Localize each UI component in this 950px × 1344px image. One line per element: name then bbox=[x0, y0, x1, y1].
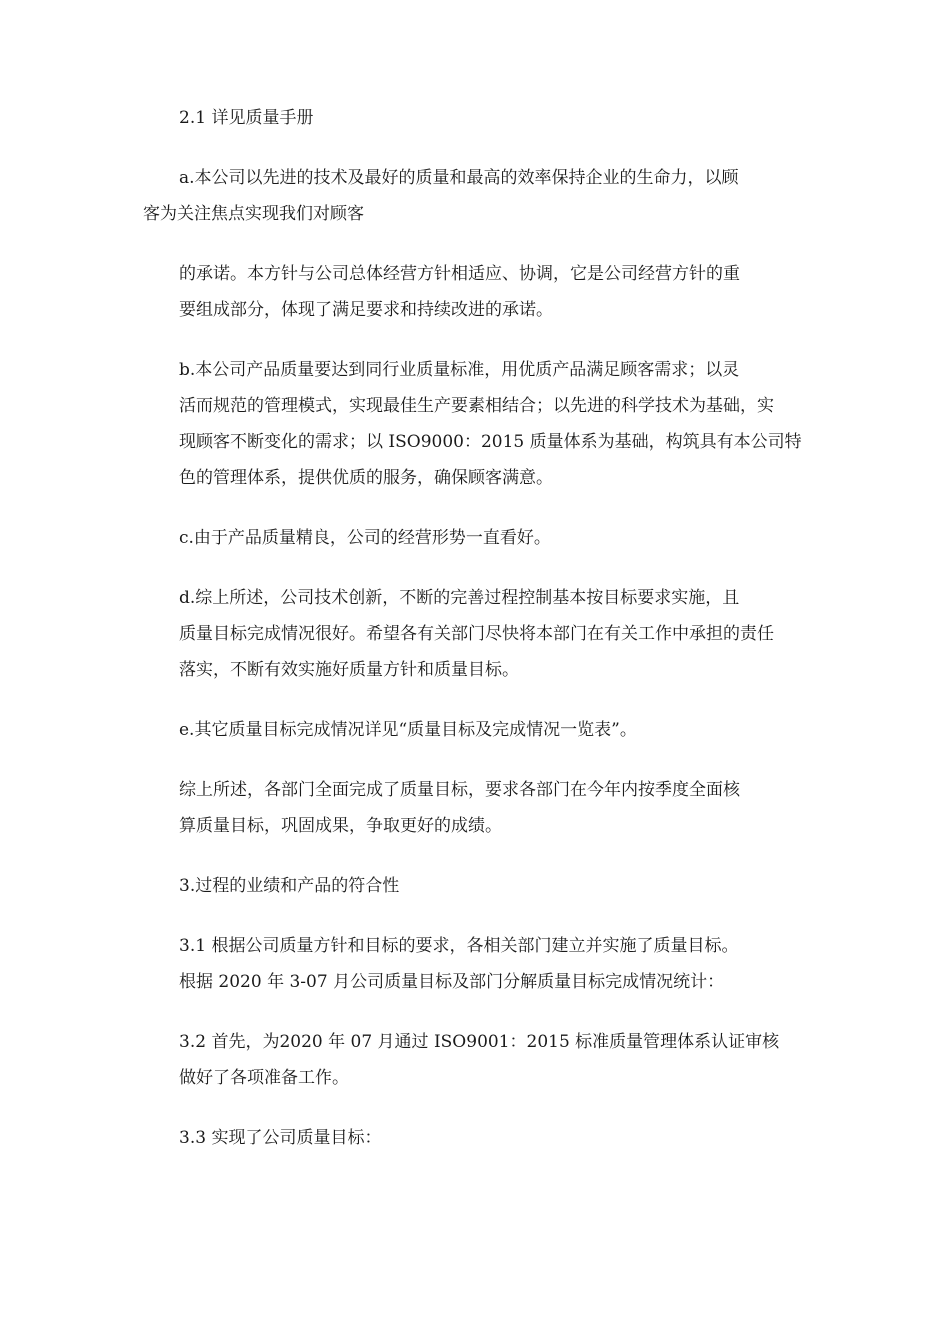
paragraph-b bbox=[143, 352, 811, 496]
paragraph-e bbox=[143, 712, 811, 748]
section-heading-3 bbox=[143, 868, 811, 904]
text-line: 3.3 实现了公司质量目标： bbox=[179, 1128, 382, 1148]
paragraph-3-2 bbox=[143, 1024, 811, 1096]
paragraph-2-1 bbox=[143, 100, 811, 136]
text-line: 2.1 详见质量手册 bbox=[179, 108, 314, 128]
paragraph-3-1 bbox=[143, 928, 811, 1000]
text-line: 做好了各项准备工作。 bbox=[179, 1068, 349, 1088]
text-line: 根据 2020 年 3-07 月公司质量目标及部门分解质量目标完成情况统计： bbox=[179, 972, 725, 992]
text-line: 算质量目标，巩固成果，争取更好的成绩。 bbox=[179, 816, 502, 836]
text-line: 综上所述，各部门全面完成了质量目标，要求各部门在今年内按季度全面核 bbox=[179, 780, 740, 800]
text-line: 现顾客不断变化的需求；以 ISO9000：2015 质量体系为基础，构筑具有本公司特 bbox=[179, 432, 802, 452]
paragraph-c bbox=[143, 520, 811, 556]
paragraph-commitment bbox=[143, 256, 811, 328]
paragraph-d bbox=[143, 580, 811, 688]
text-line: c.由于产品质量精良，公司的经营形势一直看好。 bbox=[179, 528, 551, 548]
text-line: 客为关注焦点实现我们对顾客 bbox=[143, 204, 364, 224]
text-line: a.本公司以先进的技术及最好的质量和最高的效率保持企业的生命力，以顾 bbox=[179, 168, 739, 188]
text-line: d.综上所述，公司技术创新，不断的完善过程控制基本按目标要求实施，且 bbox=[179, 588, 740, 608]
text-line: 色的管理体系，提供优质的服务，确保顾客满意。 bbox=[179, 468, 553, 488]
document-body bbox=[143, 100, 811, 1180]
text-line: 质量目标完成情况很好。希望各有关部门尽快将本部门在有关工作中承担的责任 bbox=[179, 624, 774, 644]
text-line: b.本公司产品质量要达到同行业质量标准，用优质产品满足顾客需求；以灵 bbox=[179, 360, 740, 380]
paragraph-3-3 bbox=[143, 1120, 811, 1156]
text-line: 落实，不断有效实施好质量方针和质量目标。 bbox=[179, 660, 519, 680]
text-line: e.其它质量目标完成情况详见“质量目标及完成情况一览表”。 bbox=[179, 720, 637, 740]
text-line: 3.过程的业绩和产品的符合性 bbox=[179, 876, 400, 896]
text-line: 的承诺。本方针与公司总体经营方针相适应、协调，它是公司经营方针的重 bbox=[179, 264, 740, 284]
paragraph-summary bbox=[143, 772, 811, 844]
paragraph-a bbox=[143, 160, 811, 232]
text-line: 活而规范的管理模式，实现最佳生产要素相结合；以先进的科学技术为基础，实 bbox=[179, 396, 774, 416]
text-line: 3.2 首先，为2020 年 07 月通过 ISO9001：2015 标准质量管理体系认证审核 bbox=[179, 1032, 780, 1052]
text-line: 3.1 根据公司质量方针和目标的要求，各相关部门建立并实施了质量目标。 bbox=[179, 936, 739, 956]
text-line: 要组成部分，体现了满足要求和持续改进的承诺。 bbox=[179, 300, 553, 320]
